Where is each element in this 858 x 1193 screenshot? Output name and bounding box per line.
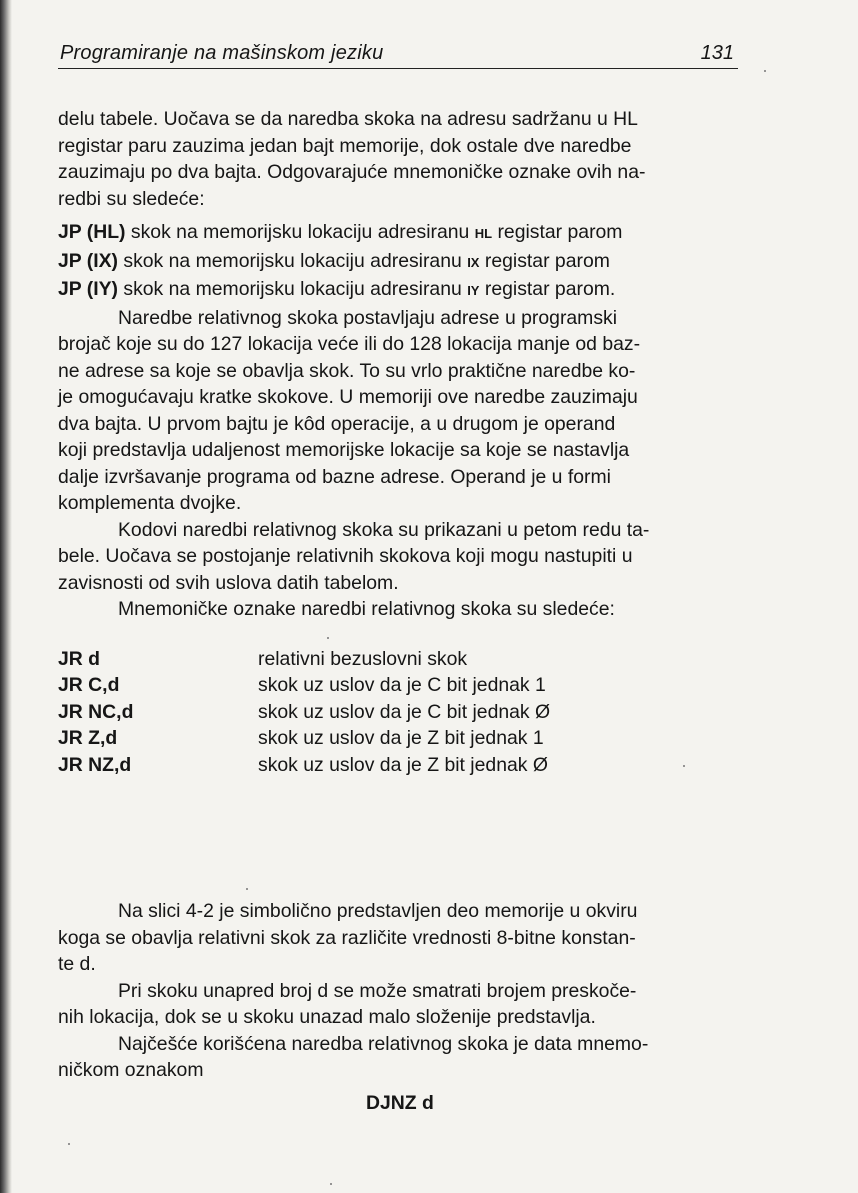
paragraph-7	[58, 1031, 738, 1084]
text-line: zavisnosti od svih uslova datih tabelom.	[58, 571, 399, 594]
paragraph-4	[58, 596, 738, 623]
text-line: nih lokacija, dok se u skoku unazad malo složenije predstavlja.	[58, 1006, 596, 1028]
jp-instruction	[58, 248, 738, 277]
paragraph-3	[58, 517, 738, 597]
text-line: ničkom oznakom	[58, 1059, 204, 1081]
running-header	[58, 38, 738, 69]
scan-speck	[327, 637, 329, 639]
table-row	[58, 646, 550, 673]
page-binding-edge	[0, 0, 12, 1193]
text-line: bele. Uočava se postojanje relativnih skokova koji mogu nastupiti u	[58, 545, 633, 567]
text-line: Kodovi naredbi relativnog skoka su prikazani u petom redu ta-	[118, 518, 650, 541]
jp-description-end: registar parom	[492, 221, 623, 243]
text-line: Pri skoku unapred broj d se može smatrati brojem preskoče-	[118, 979, 637, 1002]
text-line: dalje izvršavanje programa od bazne adrese. Operand je u formi	[58, 465, 611, 488]
paragraph-5	[58, 898, 738, 978]
register-name: IY	[467, 283, 480, 298]
text-line: dva bajta. U prvom bajtu je kôd operacije, a u drugom je operand	[58, 412, 616, 435]
jr-code: JR NC,d	[58, 700, 134, 723]
paragraph-6	[58, 978, 738, 1031]
jp-description: skok na memorijsku lokaciju adresiranu	[125, 221, 475, 243]
text-line: Mnemoničke oznake naredbi relativnog skoka su sledeće:	[118, 598, 615, 620]
jp-code: JP (IX)	[58, 249, 118, 272]
jp-instruction	[58, 276, 738, 305]
scan-speck	[330, 1183, 332, 1185]
text-line: redbi su sledeće:	[58, 187, 205, 210]
jr-instruction-table	[58, 646, 550, 779]
page-number: 131	[700, 42, 734, 64]
text-line: Na slici 4-2 je simbolično predstavljen deo memorije u okviru	[118, 900, 638, 922]
jr-description: relativni bezuslovni skok	[258, 647, 468, 670]
scan-speck	[683, 765, 685, 767]
text-line: registar paru zauzima jedan bajt memorije, dok ostale dve naredbe	[58, 134, 632, 157]
page-body	[58, 106, 738, 1116]
text-line: komplementa dvojke.	[58, 492, 242, 514]
text-line: koji predstavlja udaljenost memorijske lokacije sa koje se nastavlja	[58, 439, 630, 461]
jr-code: JR Z,d	[58, 727, 118, 749]
table-row	[58, 699, 550, 726]
register-name: HL	[474, 226, 493, 241]
jr-code: JR NZ,d	[58, 753, 132, 776]
jr-description: skok uz uslov da je C bit jednak Ø	[258, 700, 551, 723]
text-line: brojač koje su do 127 lokacija veće ili do 128 lokacija manje od baz-	[58, 333, 641, 355]
jp-description: skok na memorijsku lokaciju adresiranu	[118, 278, 468, 300]
jp-description-end: registar parom.	[479, 278, 616, 300]
jr-description: skok uz uslov da je C bit jednak 1	[258, 674, 546, 696]
header-title: Programiranje na mašinskom jeziku	[60, 42, 384, 64]
jp-description-end: registar parom	[479, 249, 610, 272]
paragraph-2	[58, 305, 738, 517]
text-line: Naredbe relativnog skoka postavljaju adrese u programski	[118, 306, 618, 329]
table-row	[58, 752, 550, 779]
text-line: delu tabele. Uočava se da naredba skoka na adresu sadržanu u HL	[58, 108, 638, 130]
text-line: je omogućavaju kratke skokove. U memoriji ove naredbe zauzimaju	[58, 386, 638, 408]
text-line: ne adrese sa koje se obavlja skok. To su vrlo praktične naredbe ko-	[58, 359, 636, 382]
text-line: te d.	[58, 953, 96, 975]
text-line: zauzimaju po dva bajta. Odgovarajuće mnemoničke oznake ovih na-	[58, 161, 646, 183]
register-name: IX	[467, 254, 480, 270]
scan-speck	[764, 70, 766, 72]
jr-code: JR d	[58, 647, 101, 670]
paragraph-1	[58, 106, 738, 212]
jp-instruction	[58, 219, 738, 248]
figure-space	[58, 778, 738, 898]
text-line: koga se obavlja relativni skok za različite vrednosti 8-bitne konstan-	[58, 926, 636, 949]
jr-description: skok uz uslov da je Z bit jednak Ø	[258, 753, 548, 776]
scan-speck	[68, 1143, 70, 1145]
jr-description: skok uz uslov da je Z bit jednak 1	[258, 727, 544, 749]
jp-code: JP (HL)	[58, 221, 126, 243]
djnz-instruction: DJNZ d	[366, 1091, 434, 1114]
text-line: Najčešće korišćena naredba relativnog skoka je data mnemo-	[118, 1032, 649, 1055]
scan-speck	[246, 888, 248, 890]
table-row	[58, 672, 550, 699]
jp-code: JP (IY)	[58, 278, 118, 300]
jr-code: JR C,d	[58, 674, 120, 696]
jp-description: skok na memorijsku lokaciju adresiranu	[118, 249, 468, 272]
table-row	[58, 725, 550, 752]
jp-instruction-list	[58, 219, 738, 305]
